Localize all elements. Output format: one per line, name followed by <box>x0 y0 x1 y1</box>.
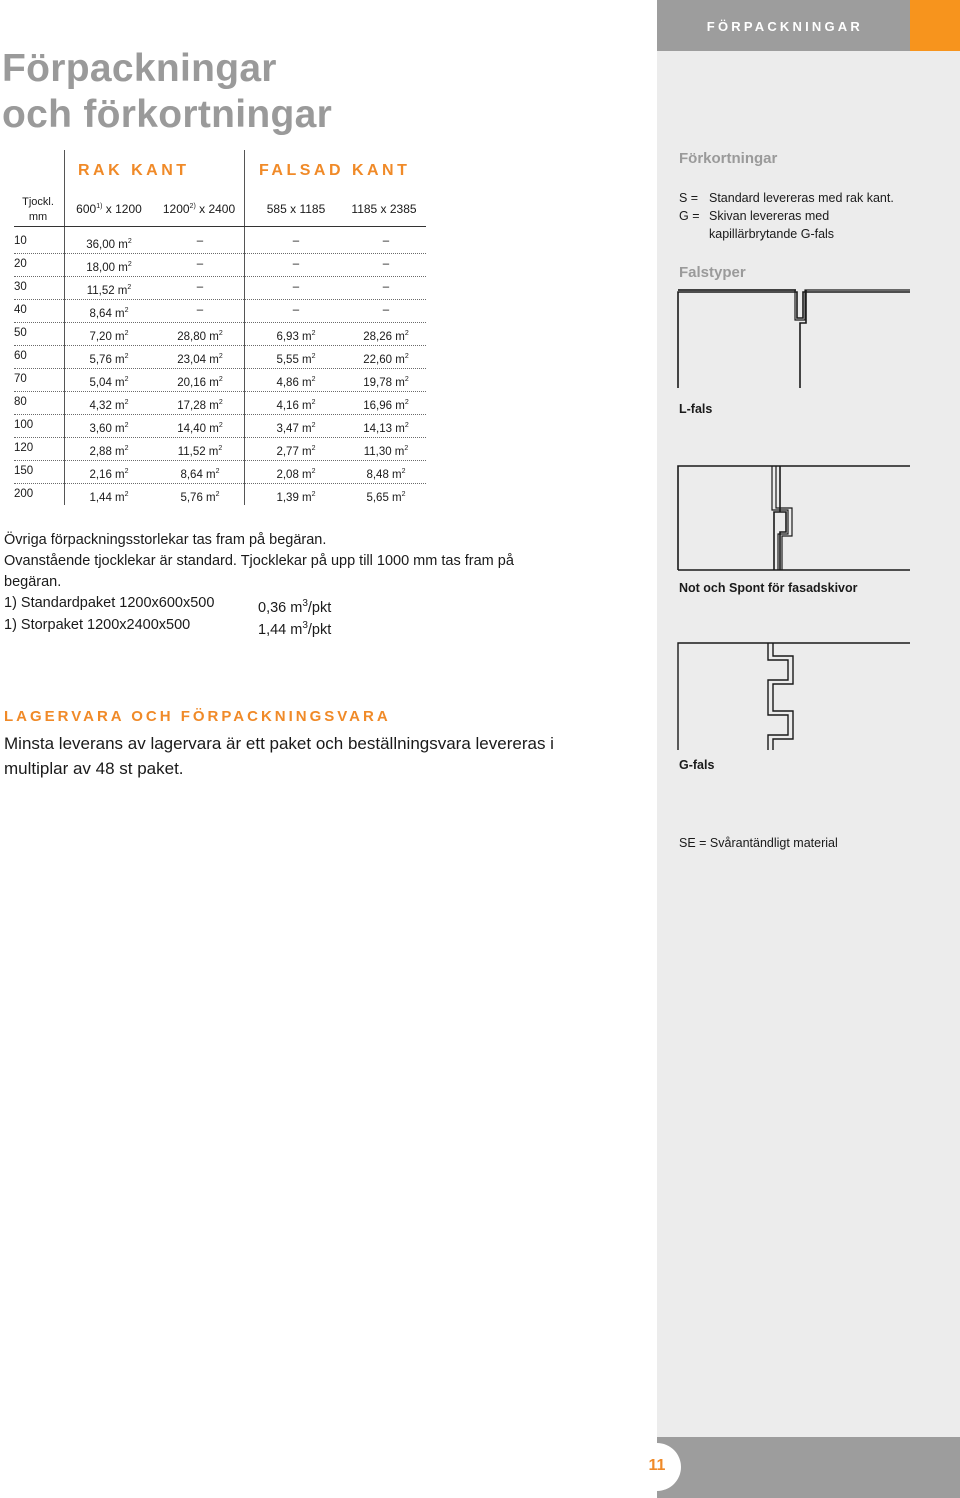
se-definition: SE = Svårantändligt material <box>679 836 838 850</box>
area-cell: 2,88 $m^2$ <box>89 445 129 458</box>
area-cell: 28,80 $m^2$ <box>177 330 223 343</box>
page-number: 11 <box>648 1457 666 1474</box>
thickness-cell: 10 <box>14 235 27 247</box>
thickness-cell: 60 <box>14 350 27 362</box>
table-row <box>0 391 426 414</box>
thickness-unit: mm <box>28 211 48 223</box>
area-cell: – <box>292 281 300 293</box>
area-cell: 8,64 $m^2$ <box>180 468 220 481</box>
lagervara-heading: LAGERVARA OCH FÖRPACKNINGSVARA <box>4 708 391 725</box>
thickness-header <box>18 195 58 225</box>
col-header-585x1185: 585 x 1185 <box>266 202 326 216</box>
area-cell: 5,65 $m^2$ <box>366 491 406 504</box>
figure-label-g-fals: G-fals <box>679 758 715 772</box>
g-fals-diagram <box>676 640 912 750</box>
package-large-volume: 1,44 $m^3$/pkt <box>258 620 332 638</box>
note-standard-thickness: Ovanstående tjocklekar är standard. Tjocklekar på upp till 1000 mm tas fram på begäran. <box>4 553 514 590</box>
table-row <box>0 437 426 460</box>
col-header-600x1200: 600$^{1)}$ x 1200 <box>76 202 142 216</box>
table-row <box>0 345 426 368</box>
area-cell: 4,32 $m^2$ <box>89 399 129 412</box>
thickness-cell: 50 <box>14 327 27 339</box>
area-cell: 1,39 $m^2$ <box>276 491 316 504</box>
area-cell: 14,13 $m^2$ <box>363 422 409 435</box>
thickness-cell: 200 <box>14 488 34 500</box>
area-cell: 6,93 $m^2$ <box>276 330 316 343</box>
table-row <box>0 276 426 299</box>
area-cell: 5,04 $m^2$ <box>89 376 129 389</box>
package-large-label: 1) Storpaket 1200x2400x500 <box>4 617 191 633</box>
package-standard-label: 1) Standardpaket 1200x600x500 <box>4 595 215 611</box>
area-cell: 3,60 $m^2$ <box>89 422 129 435</box>
l-fals-diagram <box>676 288 912 388</box>
abbr-g: G = Skivan levereras med kapillärbrytande G-fals <box>679 209 835 241</box>
footer-bar <box>657 1437 960 1498</box>
group-header-rak-kant: RAK KANT <box>78 162 190 179</box>
figure-label-l-fals: L-fals <box>679 402 713 416</box>
package-large <box>4 615 524 637</box>
table-row <box>0 368 426 391</box>
table-row <box>0 299 426 322</box>
abbr-s: S = Standard levereras med rak kant. <box>679 191 894 205</box>
figure-label-not-och-spont: Not och Spont för fasadskivor <box>679 581 858 595</box>
area-cell: – <box>196 281 204 293</box>
title-line-1: Förpackningar <box>2 47 277 90</box>
area-cell: 11,52 $m^2$ <box>177 445 223 458</box>
area-cell: 16,96 $m^2$ <box>363 399 409 412</box>
area-cell: 1,44 $m^2$ <box>89 491 129 504</box>
area-cell: 2,08 $m^2$ <box>276 468 316 481</box>
thickness-label: Tjockl. <box>22 196 54 208</box>
abbreviations-heading: Förkortningar <box>679 150 778 167</box>
area-cell: 28,26 $m^2$ <box>363 330 409 343</box>
area-cell: 8,48 $m^2$ <box>366 468 406 481</box>
area-cell: 2,77 $m^2$ <box>276 445 316 458</box>
section-header-text: FÖRPACKNINGAR <box>706 19 863 34</box>
area-cell: – <box>292 258 300 270</box>
packaging-table <box>0 150 430 510</box>
col-header-1185x2385: 1185 x 2385 <box>351 202 417 216</box>
area-cell: 5,76 $m^2$ <box>180 491 220 504</box>
group-header-falsad-kant: FALSAD KANT <box>259 162 411 179</box>
area-cell: 20,16 $m^2$ <box>177 376 223 389</box>
page-title <box>2 46 602 138</box>
falstyper-heading: Falstyper <box>679 264 746 281</box>
area-cell: 7,20 $m^2$ <box>89 330 129 343</box>
tongue-groove-diagram <box>676 462 912 572</box>
area-cell: 22,60 $m^2$ <box>363 353 409 366</box>
area-cell: – <box>292 235 300 247</box>
area-cell: 18,00 $m^2$ <box>86 261 132 274</box>
title-line-2: och förkortningar <box>2 93 333 136</box>
area-cell: – <box>382 258 390 270</box>
area-cell: 8,64 $m^2$ <box>89 307 129 320</box>
area-cell: – <box>196 235 204 247</box>
table-row <box>0 414 426 437</box>
thickness-cell: 20 <box>14 258 27 270</box>
thickness-cell: 100 <box>14 419 34 431</box>
area-cell: 17,28 $m^2$ <box>177 399 223 412</box>
thickness-cell: 120 <box>14 442 34 454</box>
note-other-sizes: Övriga förpackningsstorlekar tas fram på begäran. <box>4 532 327 548</box>
area-cell: 4,86 $m^2$ <box>276 376 316 389</box>
thickness-cell: 70 <box>14 373 27 385</box>
area-cell: – <box>196 258 204 270</box>
area-cell: – <box>292 304 300 316</box>
area-cell: – <box>382 281 390 293</box>
area-cell: 14,40 $m^2$ <box>177 422 223 435</box>
area-cell: 4,16 $m^2$ <box>276 399 316 412</box>
thickness-cell: 40 <box>14 304 27 316</box>
notes-block <box>4 530 524 637</box>
table-row <box>0 322 426 345</box>
area-cell: 11,30 $m^2$ <box>363 445 409 458</box>
area-cell: 23,04 $m^2$ <box>177 353 223 366</box>
area-cell: 2,16 $m^2$ <box>89 468 129 481</box>
package-standard <box>4 593 524 615</box>
thickness-cell: 80 <box>14 396 27 408</box>
area-cell: 5,55 $m^2$ <box>276 353 316 366</box>
area-cell: – <box>196 304 204 316</box>
table-row <box>0 483 426 506</box>
thickness-cell: 30 <box>14 281 27 293</box>
area-cell: 11,52 $m^2$ <box>86 284 132 297</box>
col-header-1200x2400: 1200$^{2)}$ x 2400 <box>162 202 236 216</box>
accent-block <box>910 0 960 51</box>
area-cell: – <box>382 235 390 247</box>
package-standard-volume: 0,36 $m^3$/pkt <box>258 598 332 616</box>
lagervara-text: Minsta leverans av lagervara är ett paket och beställningsvara levereras i multiplar av 48 st paket. <box>4 734 554 778</box>
area-cell: 36,00 $m^2$ <box>86 238 132 251</box>
area-cell: 5,76 $m^2$ <box>89 353 129 366</box>
area-cell: – <box>382 304 390 316</box>
table-row <box>0 253 426 276</box>
area-cell: 3,47 $m^2$ <box>276 422 316 435</box>
thickness-cell: 150 <box>14 465 34 477</box>
abbreviations-list <box>679 189 919 243</box>
table-header-rule <box>14 226 426 227</box>
area-cell: 19,78 $m^2$ <box>363 376 409 389</box>
table-row <box>0 230 426 253</box>
table-row <box>0 460 426 483</box>
